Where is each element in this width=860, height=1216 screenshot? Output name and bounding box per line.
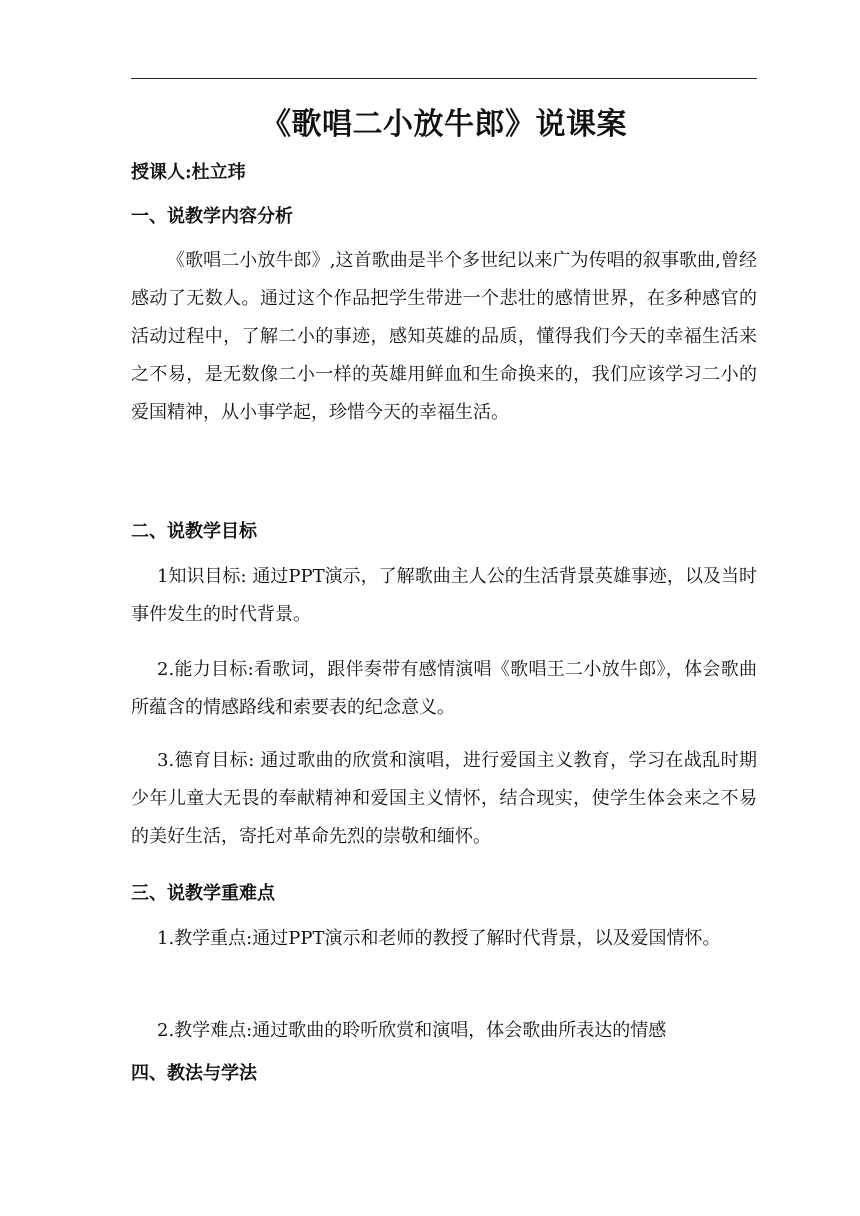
header-rule [131,78,757,79]
section-2-paragraph-1: 1知识目标: 通过PPT演示，了解歌曲主人公的生活背景英雄事迹，以及当时事件发生的时代背景。 [131,566,757,625]
author-line: 授课人:杜立玮 [131,162,246,183]
section-heading-3: 三、说教学重难点 [131,883,275,904]
section-heading-4: 四、教法与学法 [131,1063,257,1084]
section-3-paragraph-2: 2.教学难点:通过歌曲的聆听欣赏和演唱，体会歌曲所表达的情感 [157,1020,667,1041]
section-heading-2: 二、说教学目标 [131,521,257,542]
section-heading-1: 一、说教学内容分析 [131,206,293,227]
document-page [131,0,757,1216]
section-2-paragraph-3: 3.德育目标: 通过歌曲的欣赏和演唱，进行爱国主义教育，学习在战乱时期少年儿童大无畏的奉献精神和爱国主义情怀，结合现实，使学生体会来之不易的美好生活，寄托对革命先烈的崇敬和缅怀。 [131,750,757,847]
section-2-paragraph-2: 2.能力目标:看歌词，跟伴奏带有感情演唱《歌唱王二小放牛郎》，体会歌曲所蕴含的情感路线和索要表的纪念意义。 [131,659,757,718]
document-title: 《歌唱二小放牛郎》说课案 [261,107,627,142]
section-1-paragraph: 《歌唱二小放牛郎》,这首歌曲是半个多世纪以来广为传唱的叙事歌曲,曾经感动了无数人。通过这个作品把学生带进一个悲壮的感情世界，在多种感官的活动过程中，了解二小的事迹，感知英雄的品质，懂得我们今天的幸福生活来之不易，是无数像二小一样的英雄用鲜血和生命换来的，我们应该学习二小的爱国精神，从小事学起，珍惜今天的幸福生活。 [131,250,757,423]
section-3-paragraph-1: 1.教学重点:通过PPT演示和老师的教授了解时代背景，以及爱国情怀。 [157,928,721,949]
